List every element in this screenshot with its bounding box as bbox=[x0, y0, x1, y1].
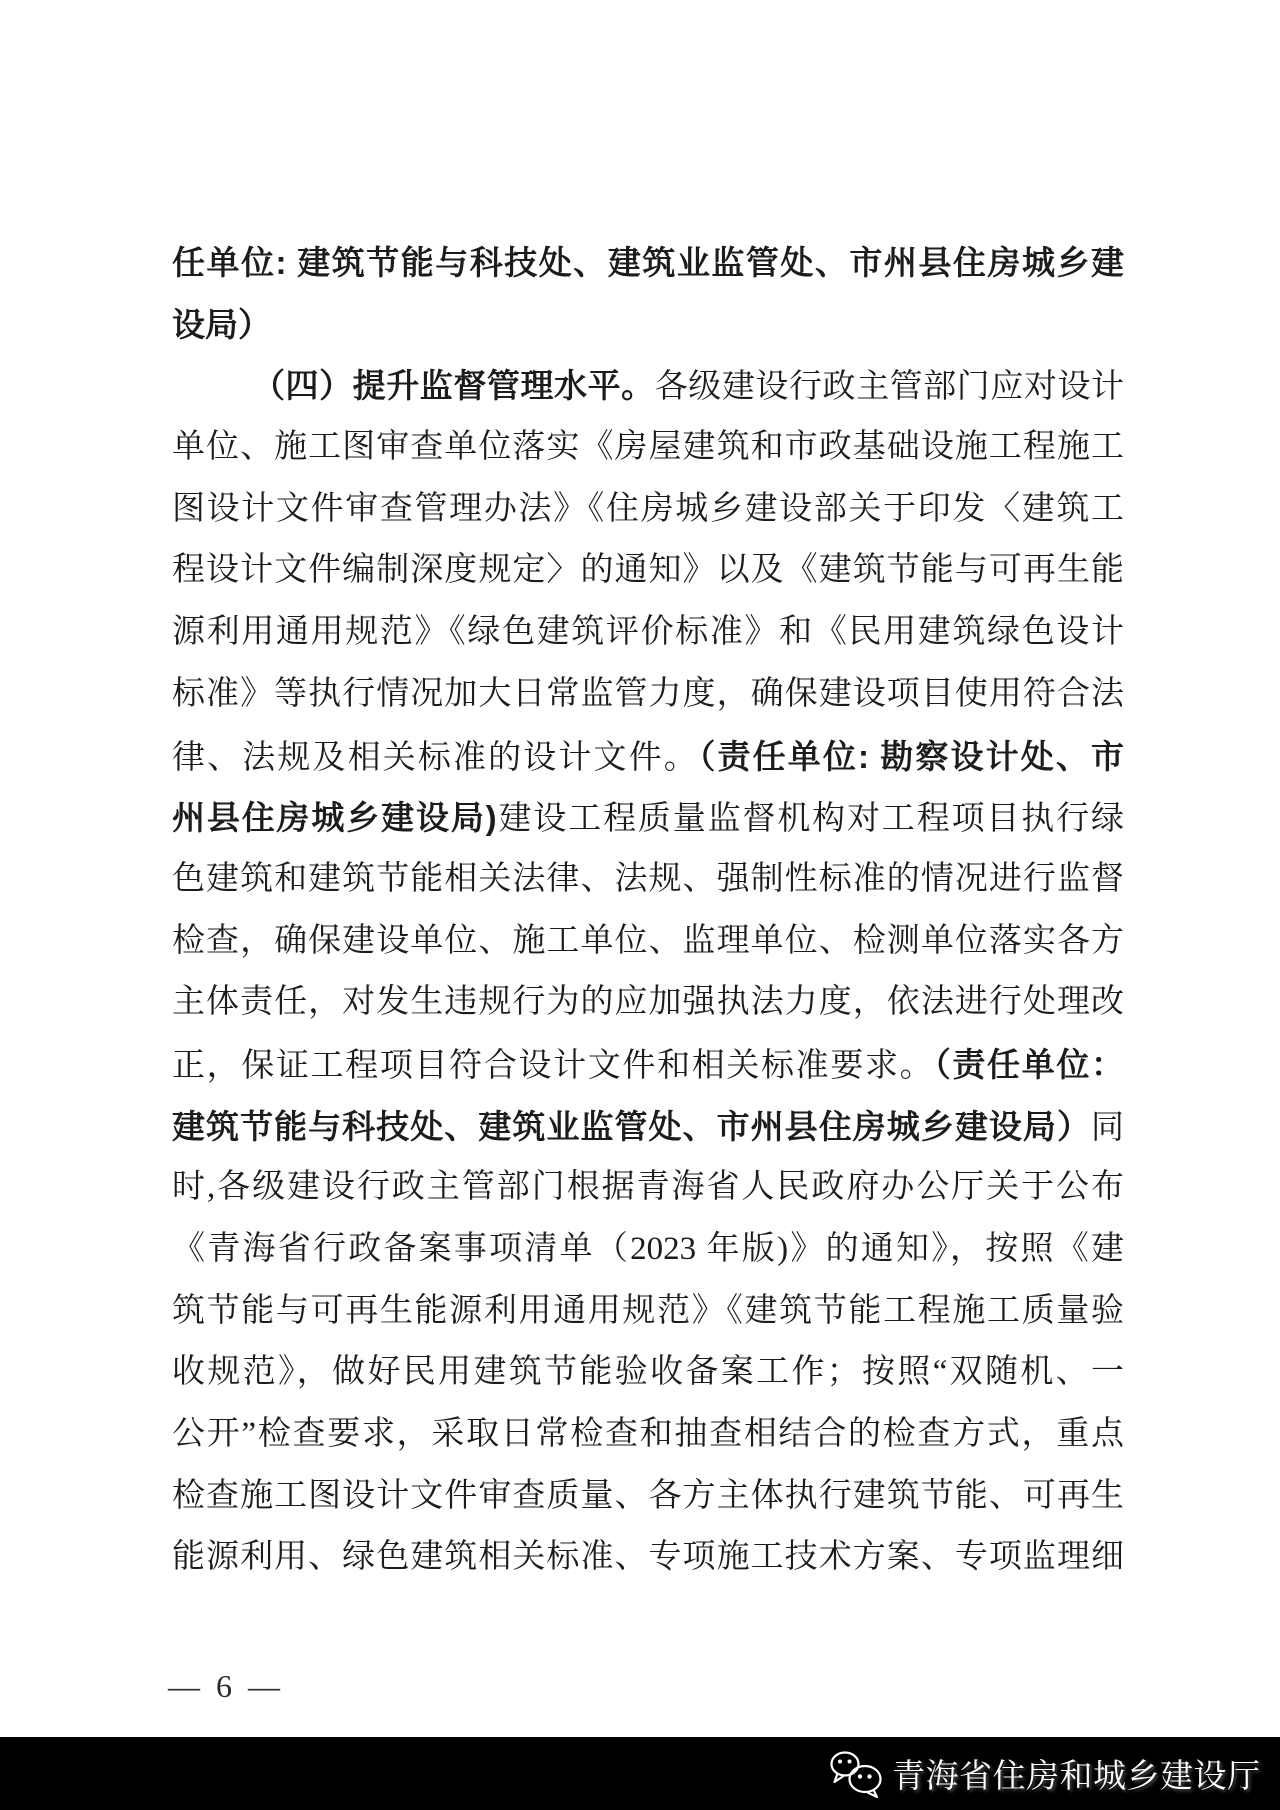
text-line bbox=[172, 1527, 1124, 1589]
text-segment: 同 bbox=[1091, 1109, 1124, 1146]
text-segment: 标准》等执行情况加大日常监管力度，确保建设项目使用符合法 bbox=[172, 675, 1124, 712]
text-line bbox=[172, 355, 1124, 417]
text-line bbox=[172, 417, 1124, 479]
text-line bbox=[172, 1157, 1124, 1219]
text-segment: 筑节能与可再生能源利用通用规范》《建筑节能工程施工质量验 bbox=[172, 1292, 1124, 1329]
text-line bbox=[172, 602, 1124, 664]
footer-content bbox=[828, 1737, 1261, 1810]
text-segment: 各级建设行政主管部门应对设计 bbox=[654, 369, 1124, 406]
text-segment: 检查施工图设计文件审查质量、各方主体执行建筑节能、可再生 bbox=[172, 1477, 1124, 1514]
document-body bbox=[172, 232, 1124, 1589]
text-line bbox=[172, 540, 1124, 602]
text-line bbox=[172, 479, 1124, 541]
text-segment: 正，保证工程项目符合设计文件和相关标准要求。 bbox=[172, 1047, 935, 1084]
text-line bbox=[172, 294, 1124, 356]
text-line bbox=[172, 911, 1124, 973]
text-segment: 检查，确保建设单位、施工单位、监理单位、检测单位落实各方 bbox=[172, 922, 1124, 959]
text-line bbox=[172, 232, 1124, 294]
text-segment: 时,各级建设行政主管部门根据青海省人民政府办公厅关于公布 bbox=[172, 1169, 1124, 1206]
bold-text-segment: 设局） bbox=[172, 305, 271, 343]
text-line bbox=[172, 1404, 1124, 1466]
footer-bar bbox=[0, 1737, 1280, 1810]
bold-text-segment: 任单位: 建筑节能与科技处、建筑业监管处、市州县住房城乡建 bbox=[172, 244, 1124, 281]
text-segment: 图设计文件审查管理办法》《住房城乡建设部关于印发〈建筑工 bbox=[172, 490, 1124, 527]
text-line bbox=[172, 1034, 1124, 1096]
text-line bbox=[172, 849, 1124, 911]
text-line bbox=[172, 1466, 1124, 1528]
text-segment: 单位、施工图审查单位落实《房屋建筑和市政基础设施工程施工 bbox=[172, 429, 1124, 466]
text-segment: 收规范》，做好民用建筑节能验收备案工作；按照“双随机、一 bbox=[172, 1354, 1124, 1391]
text-segment: 源利用通用规范》《绿色建筑评价标准》和《民用建筑绿色设计 bbox=[172, 614, 1124, 651]
footer-department-name: 青海省住房和城乡建设厅 bbox=[892, 1757, 1261, 1794]
bold-text-segment: （责任单位: 勘察设计处、市 bbox=[698, 737, 1124, 775]
text-segment: 《青海省行政备案事项清单（2023 年版)》的通知》，按照《建 bbox=[172, 1231, 1124, 1267]
text-line bbox=[172, 1281, 1124, 1343]
bold-text-segment: （四）提升监督管理水平。 bbox=[252, 367, 655, 405]
page-number: — 6 — bbox=[168, 1668, 284, 1704]
text-line bbox=[172, 1096, 1124, 1158]
text-line bbox=[172, 787, 1124, 849]
text-segment: 公开”检查要求，采取日常检查和抽查相结合的检查方式，重点 bbox=[172, 1416, 1124, 1453]
wechat-icon bbox=[828, 1750, 884, 1798]
text-segment: 程设计文件编制深度规定〉的通知》以及《建筑节能与可再生能 bbox=[172, 552, 1124, 589]
bold-text-segment: 州县住房城乡建设局) bbox=[172, 799, 497, 837]
text-line bbox=[172, 664, 1124, 726]
text-segment: 主体责任，对发生违规行为的应加强执法力度，依法进行处理改 bbox=[172, 984, 1124, 1021]
text-line bbox=[172, 1342, 1124, 1404]
text-line bbox=[172, 726, 1124, 788]
text-segment: 律、法规及相关标准的设计文件。 bbox=[172, 739, 699, 776]
bold-text-segment: （责任单位： bbox=[934, 1045, 1124, 1083]
bold-text-segment: 建筑节能与科技处、建筑业监管处、市州县住房城乡建设局） bbox=[172, 1107, 1091, 1145]
text-segment: 建设工程质量监督机构对工程项目执行绿 bbox=[496, 801, 1124, 838]
text-line bbox=[172, 1219, 1124, 1281]
text-segment: 能源利用、绿色建筑相关标准、专项施工技术方案、专项监理细 bbox=[172, 1539, 1124, 1576]
text-line bbox=[172, 972, 1124, 1034]
text-segment: 色建筑和建筑节能相关法律、法规、强制性标准的情况进行监督 bbox=[172, 860, 1124, 897]
